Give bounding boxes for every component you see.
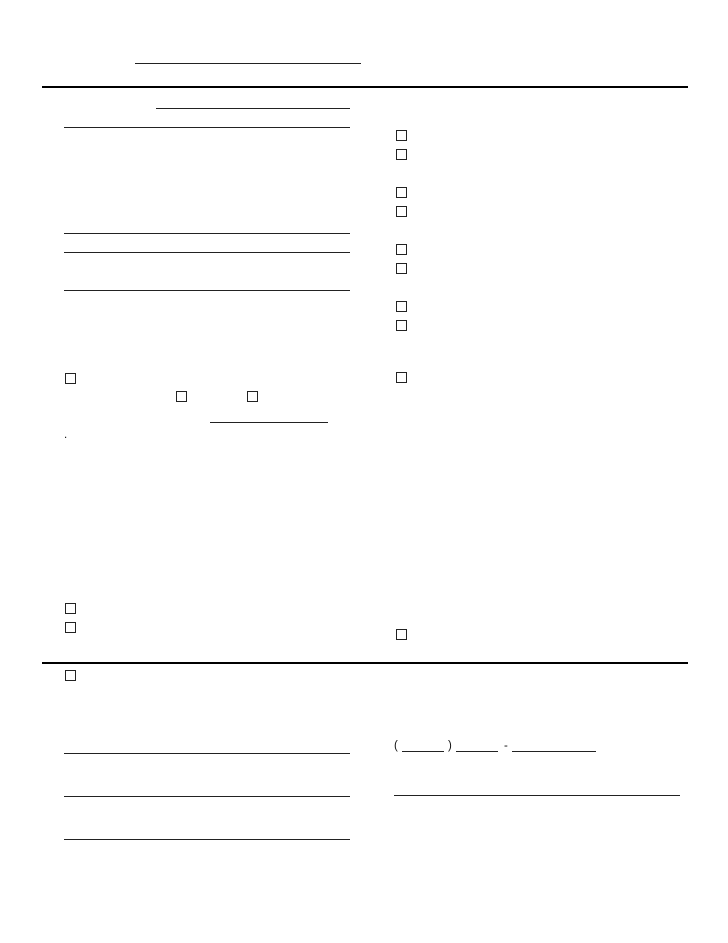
q10-yes-checkbox[interactable]: [396, 130, 407, 141]
hours-per-week-field[interactable]: [210, 408, 328, 423]
official-email-field[interactable]: [394, 781, 680, 796]
phone-line[interactable]: [512, 738, 596, 752]
employer-name-field[interactable]: [156, 94, 350, 109]
q13-no-checkbox[interactable]: [396, 320, 407, 331]
part-time-checkbox[interactable]: [247, 391, 258, 402]
q12-yes-checkbox[interactable]: [396, 244, 407, 255]
official-name-field[interactable]: [64, 739, 350, 754]
q12-no-checkbox[interactable]: [396, 263, 407, 274]
phone-paren-close: ): [448, 740, 452, 752]
q11-no-checkbox[interactable]: [396, 206, 407, 217]
begin-date-field[interactable]: [64, 313, 264, 327]
q8-instructions: .: [64, 429, 68, 441]
official-signature-field[interactable]: [64, 825, 350, 840]
q13-yes-checkbox[interactable]: [396, 301, 407, 312]
official-title-field[interactable]: [64, 782, 350, 797]
employer-address-field[interactable]: [64, 219, 350, 234]
end-date-field[interactable]: [64, 351, 264, 365]
certify-checkbox[interactable]: [65, 670, 76, 681]
phone-area-code[interactable]: [402, 738, 444, 752]
section3-rule: [42, 86, 688, 88]
q10-no-checkbox[interactable]: [396, 149, 407, 160]
q14-no-checkbox[interactable]: [396, 629, 407, 640]
q14-yes-checkbox[interactable]: [396, 372, 407, 383]
phone-prefix[interactable]: [456, 738, 498, 752]
employer-name-line2[interactable]: [64, 113, 350, 128]
official-phone-field[interactable]: [394, 738, 604, 754]
phone-paren-open: (: [394, 740, 398, 752]
borrower-ssn-field[interactable]: [466, 49, 680, 63]
still-employed-checkbox[interactable]: [65, 373, 76, 384]
q9-yes-checkbox[interactable]: [65, 603, 76, 614]
employer-address-line2[interactable]: [64, 238, 350, 253]
date-field[interactable]: [394, 826, 594, 840]
full-time-checkbox[interactable]: [176, 391, 187, 402]
q11-yes-checkbox[interactable]: [396, 187, 407, 198]
phone-dash: -: [504, 740, 508, 752]
q9-no-checkbox[interactable]: [65, 622, 76, 633]
employer-website-field[interactable]: [64, 276, 350, 291]
borrower-name-field[interactable]: [135, 49, 361, 64]
section4-rule: [42, 662, 688, 664]
ein-field[interactable]: [64, 152, 274, 166]
